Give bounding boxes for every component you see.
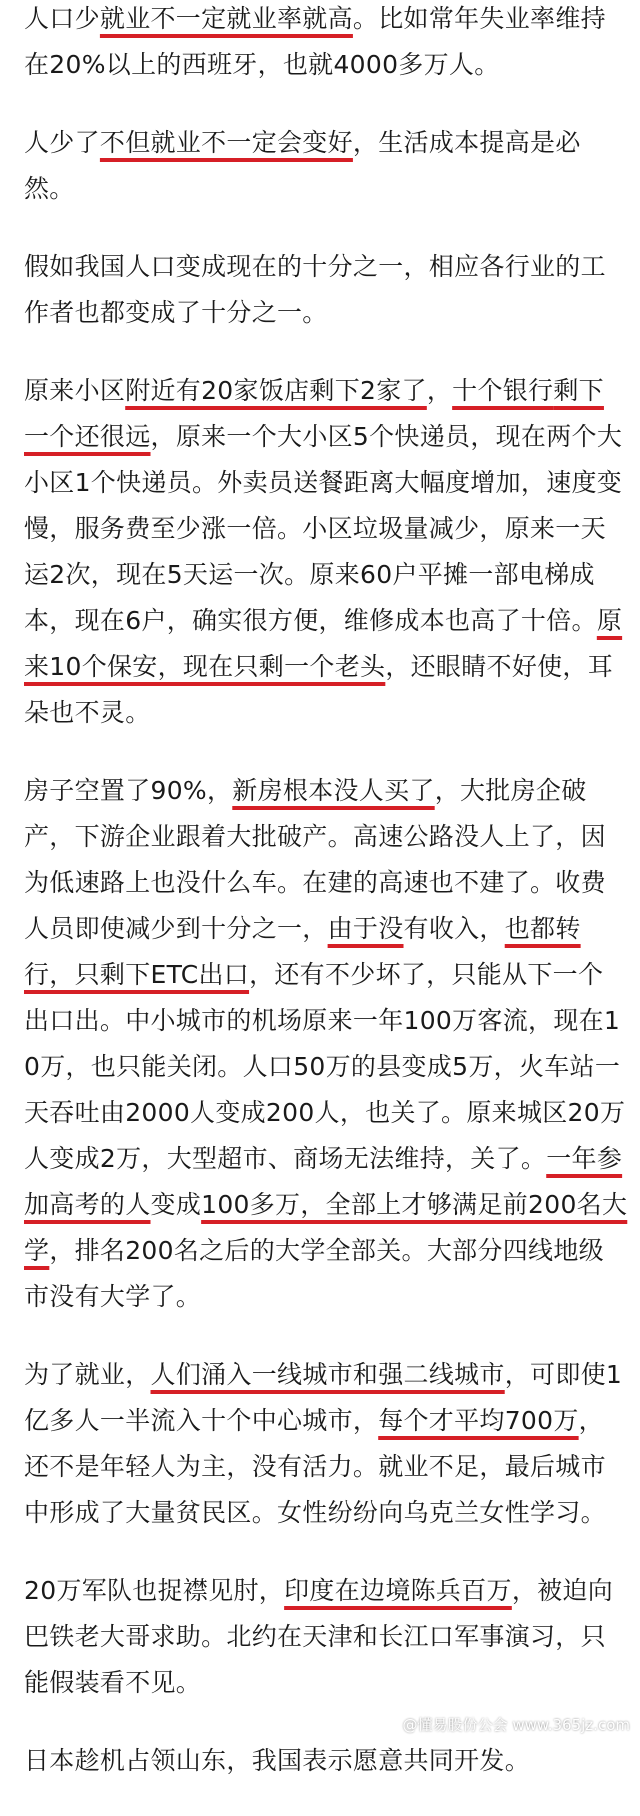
- underlined-text: 附近有20家饭店剩下2家了: [125, 376, 427, 405]
- text-run: ，还眼睛不好使，耳朵也不灵。: [24, 652, 614, 727]
- text-run: ，生活成本提高是必然。: [24, 128, 581, 203]
- underlined-text: 新房根本没人买了: [232, 776, 435, 805]
- paragraph: [24, 244, 628, 336]
- text-run: 有收入，: [403, 914, 505, 943]
- text-run: 人口少: [24, 4, 100, 33]
- underlined-text: 一年参加高考的人: [24, 1144, 623, 1219]
- paragraph: [24, 120, 628, 212]
- text-run: 20万军队也捉襟见肘，: [24, 1576, 285, 1605]
- paragraph: [24, 768, 628, 1320]
- underlined-text: 人们涌入一线城市和强二线城市: [150, 1360, 505, 1389]
- text-run: ，还不是年轻人为主，没有活力。就业不足，最后城市中形成了大量贫民区。女性纷纷向乌克兰女性学习。: [24, 1406, 606, 1527]
- underlined-text: 不但就业不一定会变好: [99, 128, 353, 157]
- text-run: ，原来一个大小区5个快递员，现在两个大小区1个快递员。外卖员送餐距离大幅度增加，速度变慢，服务费至少涨一倍。小区垃圾量减少，原来一天运2次，现在5天运一次。原来60户平摊一部电梯成本，现在6户，确实很方便，维修成本也高了十倍。: [24, 422, 623, 635]
- underlined-text: 也都转行，只剩下ETC出口: [24, 914, 581, 989]
- text-run: ，大批房企破产，下游企业跟着大批破产。高速公路没人上了，因为低速路上也没什么车。在建的高速也不建了。收费人员即使减少到十分之一，: [24, 776, 606, 943]
- underlined-text: 就业不一定就业率就高: [99, 4, 353, 33]
- text-run: 日本趁机占领山东，我国表示愿意共同开发。: [24, 1746, 531, 1775]
- paragraph: [24, 368, 628, 736]
- text-run: ，还有不少坏了，只能从下一个出口出。中小城市的机场原来一年100万客流，现在10万，也只能关闭。人口50万的县变成5万，火车站一天吞吐由2000人变成200人，也关了。原来城区20万人变成2万，大型超市、商场无法维持，关了。: [24, 960, 626, 1173]
- text-run: ，被迫向巴铁老大哥求助。北约在天津和长江口军事演习，只能假装看不见。: [24, 1576, 614, 1697]
- paragraph: [24, 0, 628, 88]
- text-run: 假如我国人口变成现在的十分之一，相应各行业的工作者也都变成了十分之一。: [24, 252, 606, 327]
- text-run: 。比如常年失业率维持在20%以上的西班牙，也就4000多万人。: [24, 4, 606, 79]
- brand-logo-icon: [377, 1715, 397, 1735]
- text-run: 变成: [150, 1190, 202, 1219]
- watermark-text: @懂易股份公会 www.365jz.com: [402, 1716, 630, 1734]
- text-run: 人少了: [24, 128, 100, 157]
- underlined-text: 每个才平均700万: [378, 1406, 579, 1435]
- underlined-text: 十个银行: [452, 376, 554, 405]
- underlined-text: 由于没: [327, 914, 404, 943]
- watermark: [377, 1714, 630, 1735]
- text-run: ，可即使1亿多人一半流入十个中心城市，: [24, 1360, 623, 1435]
- text-run: 原来小区: [24, 376, 126, 405]
- paragraph: [24, 1568, 628, 1706]
- text-run: ，: [426, 376, 453, 405]
- text-run: 为了就业，: [24, 1360, 151, 1389]
- paragraph: [24, 1352, 628, 1536]
- text-run: ，排名200名之后的大学全部关。大部分四线地级市没有大学了。: [24, 1236, 604, 1311]
- underlined-text: 100多万，全部上才够满足前200名大学: [24, 1190, 628, 1265]
- underlined-text: 印度在边境陈兵百万: [284, 1576, 512, 1605]
- article-body: [24, 0, 628, 1816]
- paragraph: [24, 1738, 628, 1784]
- underlined-text: 原来10个保安，现在只剩一个老头: [24, 606, 623, 681]
- underlined-text: 剩下一个还很远: [24, 376, 604, 451]
- text-run: 房子空置了90%，: [24, 776, 233, 805]
